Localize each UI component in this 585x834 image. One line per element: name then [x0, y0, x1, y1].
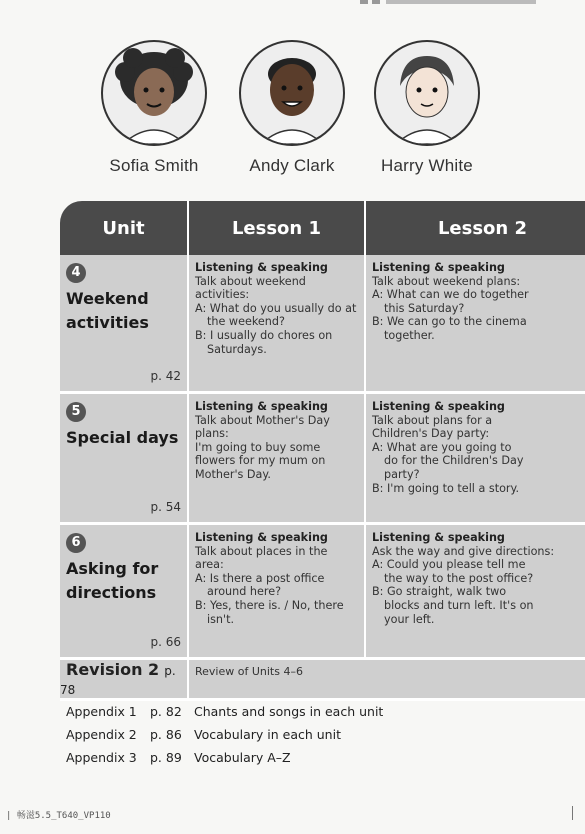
lesson-line: A: Is there a post office	[195, 571, 325, 585]
lesson-line: Saturdays.	[207, 342, 267, 356]
lesson-heading: Listening & speaking	[372, 531, 505, 544]
lesson-line: Talk about weekend	[195, 274, 306, 288]
footer-text: | 畅滋5.5_T640_VP110	[6, 811, 111, 821]
unit-number: 6	[66, 533, 86, 553]
andy-portrait	[239, 40, 345, 146]
lesson-line: together.	[384, 328, 435, 342]
lesson-line: around here?	[207, 585, 282, 599]
page-footer	[0, 806, 585, 822]
lesson-line: Talk about weekend plans:	[372, 274, 521, 288]
appendix-content: Chants and songs in each unit	[194, 704, 384, 719]
character-andy	[222, 40, 362, 176]
character-name: Sofia Smith	[109, 156, 199, 175]
lesson-line: B: Yes, there is. / No, there	[195, 598, 344, 612]
lesson-line: activities:	[195, 288, 250, 302]
revision-page: p. 78	[60, 664, 176, 697]
appendix-content: Vocabulary in each unit	[194, 727, 341, 742]
lesson-line: this Saturday?	[384, 301, 465, 315]
lesson-line: the weekend?	[207, 315, 285, 329]
footer-divider	[572, 806, 573, 820]
appendix-label: Appendix 1	[66, 704, 137, 719]
sofia-portrait	[101, 40, 207, 146]
header-unit: Unit	[60, 201, 188, 255]
lesson-heading: Listening & speaking	[372, 400, 505, 413]
lesson-line: Mother's Day.	[195, 467, 271, 481]
lesson-line: flowers for my mum on	[195, 454, 326, 468]
lesson-heading: Listening & speaking	[195, 261, 328, 274]
unit-cell	[60, 524, 188, 659]
lesson-line: B: I'm going to tell a story.	[372, 481, 520, 495]
lesson-2-cell	[365, 393, 585, 524]
appendix-page: p. 86	[150, 727, 182, 742]
lesson-1-cell	[188, 393, 365, 524]
lesson-line: isn't.	[207, 612, 235, 626]
lesson-line: Talk about Mother's Day	[195, 413, 330, 427]
harry-portrait	[374, 40, 480, 146]
table-row	[60, 255, 585, 393]
lesson-line: plans:	[195, 427, 229, 441]
lesson-line: Talk about plans for a	[372, 413, 493, 427]
lesson-line: blocks and turn left. It's on	[384, 598, 534, 612]
lesson-heading: Listening & speaking	[195, 400, 328, 413]
lesson-line: the way to the post office?	[384, 571, 534, 585]
lesson-line: A: What do you usually do at	[195, 301, 357, 315]
table-row	[60, 524, 585, 659]
lesson-1-cell	[188, 255, 365, 393]
table-row	[60, 393, 585, 524]
revision-row	[60, 659, 585, 700]
lesson-line: area:	[195, 558, 224, 572]
appendix-page: p. 82	[150, 704, 182, 719]
lesson-2-cell	[365, 255, 585, 393]
lesson-line: B: I usually do chores on	[195, 328, 333, 342]
revision-description-cell	[188, 659, 585, 700]
unit-title: Special days	[66, 428, 179, 447]
lesson-line: B: Go straight, walk two	[372, 585, 507, 599]
lesson-2-cell	[365, 524, 585, 659]
unit-title: Weekend	[66, 289, 149, 308]
lesson-line: Talk about places in the	[195, 544, 328, 558]
character-harry	[357, 40, 497, 176]
lesson-1-cell	[188, 524, 365, 659]
unit-page: p. 42	[150, 369, 181, 383]
unit-title: activities	[66, 313, 149, 332]
top-edge-mark	[360, 0, 540, 6]
unit-title: directions	[66, 583, 157, 602]
character-sofia	[84, 40, 224, 176]
lesson-line: I'm going to buy some	[195, 440, 321, 454]
lesson-heading: Listening & speaking	[195, 531, 328, 544]
appendix-page: p. 89	[150, 750, 182, 765]
unit-page: p. 66	[150, 635, 181, 649]
lesson-line: B: We can go to the cinema	[372, 315, 527, 329]
appendix-label: Appendix 2	[66, 727, 137, 742]
character-name: Andy Clark	[249, 156, 335, 175]
unit-cell	[60, 393, 188, 524]
lesson-line: party?	[384, 467, 420, 481]
lesson-line: Ask the way and give directions:	[372, 544, 555, 558]
unit-number: 5	[66, 402, 86, 422]
character-row	[0, 40, 585, 180]
lesson-line: A: Could you please tell me	[372, 558, 526, 572]
unit-page: p. 54	[150, 500, 181, 514]
unit-title: Asking for	[66, 559, 159, 578]
lesson-line: Children's Day party:	[372, 427, 490, 441]
character-name: Harry White	[381, 156, 473, 175]
unit-number: 4	[66, 263, 86, 283]
contents-table	[60, 201, 585, 701]
appendix-content: Vocabulary A–Z	[194, 750, 291, 765]
lesson-line: A: What can we do together	[372, 288, 529, 302]
header-lesson-2: Lesson 2	[365, 201, 585, 255]
header-lesson-1: Lesson 1	[188, 201, 365, 255]
lesson-line: your left.	[384, 612, 435, 626]
revision-description: Review of Units 4–6	[195, 665, 303, 678]
lesson-line: do for the Children's Day	[384, 454, 524, 468]
appendix-label: Appendix 3	[66, 750, 137, 765]
revision-title: Revision 2	[66, 660, 160, 679]
revision-cell	[60, 659, 188, 700]
unit-cell	[60, 255, 188, 393]
table-header-row	[60, 201, 585, 255]
lesson-heading: Listening & speaking	[372, 261, 505, 274]
lesson-line: A: What are you going to	[372, 440, 512, 454]
